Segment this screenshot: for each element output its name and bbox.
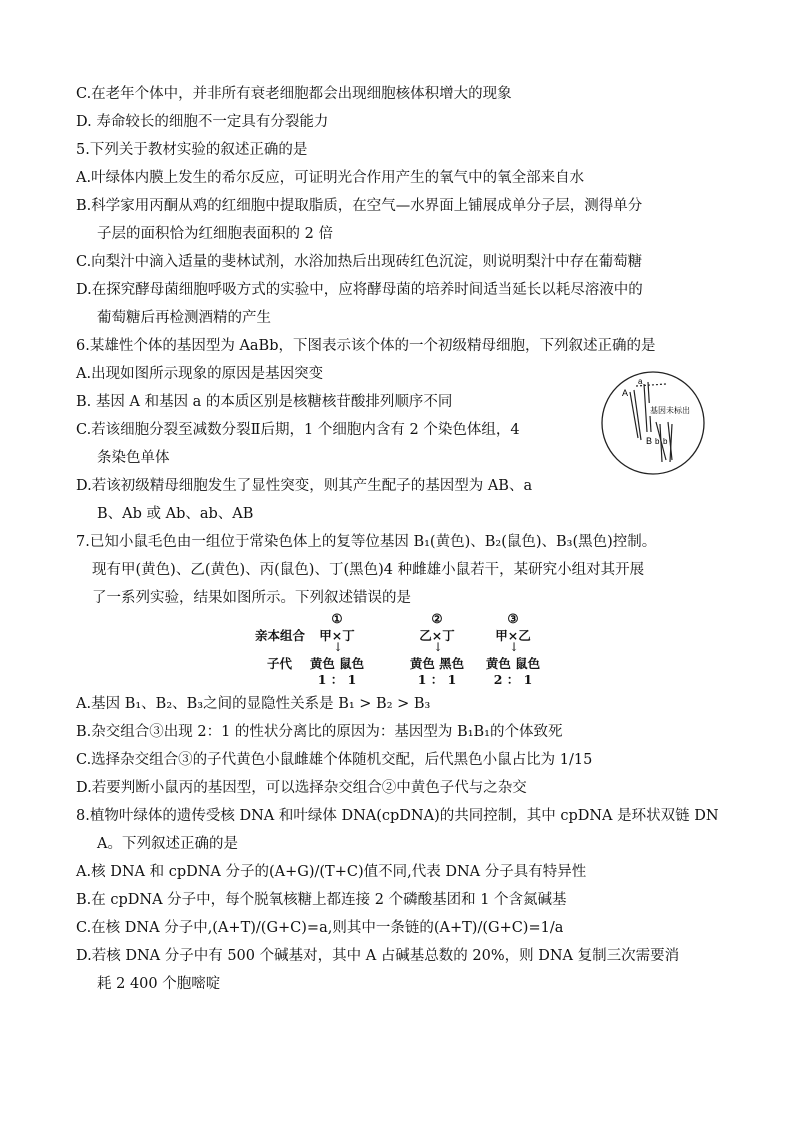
q6-option-a: A.出现如图所示现象的原因是基因突变: [76, 366, 324, 382]
cross-2-ratio: 1 ： 1: [417, 672, 457, 687]
label-B: B: [646, 436, 653, 446]
q8-option-c: C.在核 DNA 分子中,(A+T)/(G+C)=a,则其中一条链的(A+T)/(G+C)=1/a: [76, 920, 564, 936]
q6-stem: 6.某雄性个体的基因型为 AaBb，下图表示该个体的一个初级精母细胞，下列叙述正确的是: [76, 338, 656, 354]
q6-option-d: D.若该初级精母细胞发生了显性突变，则其产生配子的基因型为 AB、a: [76, 478, 533, 494]
q8-option-d: D.若核 DNA 分子中有 500 个碱基对，其中 A 占碱基总数的 20%，则 DNA 复制三次需要消: [76, 948, 680, 964]
cross-1-offspring: 黄色 鼠色: [309, 656, 365, 671]
cross-1-arrow: ↓: [333, 640, 344, 654]
q5-option-b: B.科学家用丙酮从鸡的红细胞中提取脂质，在空气—水界面上铺展成单分子层，测得单分: [76, 198, 643, 214]
cross-2-offspring: 黄色 黑色: [409, 656, 465, 671]
chromosomes: [630, 382, 672, 462]
q5-option-d-cont: 葡萄糖后再检测酒精的产生: [97, 310, 271, 326]
q5-option-a: A.叶绿体内膜上发生的希尔反应，可证明光合作用产生的氧气中的氧全部来自水: [76, 170, 585, 186]
q8-stem: 8.植物叶绿体的遗传受核 DNA 和叶绿体 DNA(cpDNA)的共同控制，其中 cpDNA 是环状双链 DN: [76, 808, 719, 824]
row-label-offspring: 子代: [267, 656, 293, 671]
cross-3-number: ③: [507, 611, 519, 626]
cross-3-offspring: 黄色 鼠色: [485, 656, 541, 671]
q7-option-a: A.基因 B₁、B₂、B₃之间的显隐性关系是 B₁ > B₂ > B₃: [76, 696, 431, 712]
q8-option-d-cont: 耗 2 400 个胞嘧啶: [97, 976, 221, 992]
q7-option-c: C.选择杂交组合③的子代黄色小鼠雌雄个体随机交配，后代黑色小鼠占比为 1/15: [76, 752, 593, 768]
q7-stem-cont1: 现有甲(黄色)、乙(黄色)、丙(鼠色)、丁(黑色)4 种雌雄小鼠若干，某研究小组对其开展: [92, 562, 645, 578]
q8-option-b: B.在 cpDNA 分子中，每个脱氧核糖上都连接 2 个磷酸基团和 1 个含氮碱基: [76, 892, 567, 908]
q7-option-d: D.若要判断小鼠丙的基因型，可以选择杂交组合②中黄色子代与之杂交: [76, 780, 527, 796]
q8-option-a: A.核 DNA 和 cpDNA 分子的(A+G)/(T+C)值不同,代表 DNA 分子具有特异性: [76, 864, 587, 880]
cross-3-arrow: ↓: [509, 640, 520, 654]
cross-3-parents: 甲×乙: [495, 628, 531, 643]
q5-option-b-cont: 子层的面积恰为红细胞表面积的 2 倍: [97, 226, 333, 242]
cell-membrane: [602, 372, 704, 474]
cross-2-parents: 乙×丁: [419, 628, 455, 643]
q5-option-c: C.向梨汁中滴入适量的斐林试剂，水浴加热后出现砖红色沉淀，则说明梨汁中存在葡萄糖: [76, 254, 643, 270]
q5-stem: 5.下列关于教材实验的叙述正确的是: [76, 142, 308, 158]
label-a: a: [638, 377, 643, 386]
label-b2: b: [663, 437, 668, 446]
row-label-parents: 亲本组合: [255, 628, 306, 643]
primary-spermatocyte-figure: [600, 370, 706, 476]
cross-2-arrow: ↓: [433, 640, 444, 654]
q6-option-b: B. 基因 A 和基因 a 的本质区别是核糖核苷酸排列顺序不同: [76, 394, 453, 410]
q6-option-c: C.若该细胞分裂至减数分裂Ⅱ后期，1 个细胞内含有 2 个染色体组，4: [76, 422, 520, 438]
cross-3-ratio: 2 ： 1: [493, 672, 533, 687]
cross-2-number: ②: [431, 611, 443, 626]
q6-option-d-cont: B、Ab 或 Ab、ab、AB: [97, 506, 254, 522]
label-b: b: [655, 437, 660, 446]
label-A: A: [622, 388, 629, 398]
q4-option-c: C.在老年个体中，并非所有衰老细胞都会出现细胞核体积增大的现象: [76, 86, 512, 102]
label-note: 基因未标出: [650, 406, 690, 415]
q8-stem-cont: A。下列叙述正确的是: [97, 836, 238, 852]
q4-option-d: D. 寿命较长的细胞不一定具有分裂能力: [76, 114, 329, 130]
q6-option-c-cont: 条染色单体: [97, 450, 170, 466]
cross-1-ratio: 1 ： 1: [317, 672, 357, 687]
cross-1-parents: 甲×丁: [319, 628, 355, 643]
q7-option-b: B.杂交组合③出现 2：1 的性状分离比的原因为：基因型为 B₁B₁的个体致死: [76, 724, 563, 740]
q7-stem: 7.已知小鼠毛色由一组位于常染色体上的复等位基因 B₁(黄色)、B₂(鼠色)、B₃(黑色)控制。: [76, 534, 657, 550]
q7-stem-cont2: 了一系列实验，结果如图所示。下列叙述错误的是: [92, 590, 411, 606]
cross-1-number: ①: [331, 611, 343, 626]
q5-option-d: D.在探究酵母菌细胞呼吸方式的实验中，应将酵母菌的培养时间适当延长以耗尽溶液中的: [76, 282, 643, 298]
